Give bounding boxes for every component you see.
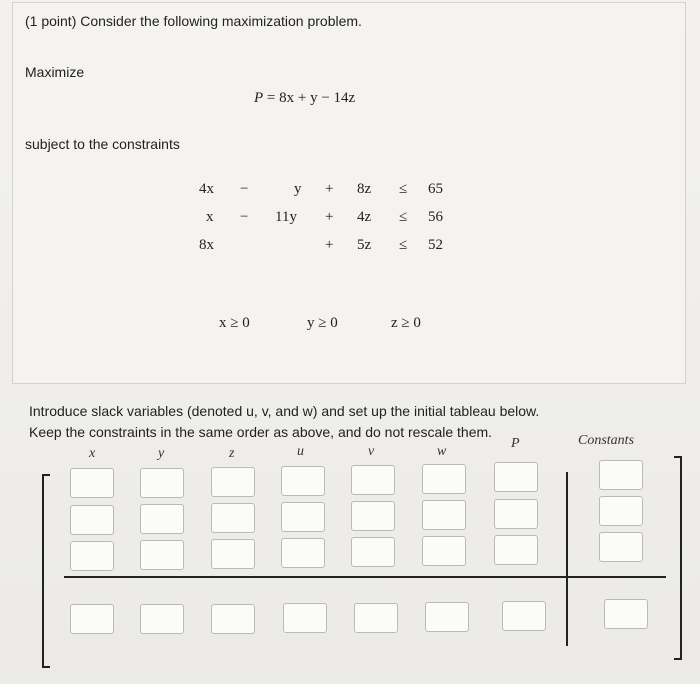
constraint-2-rhs: 56 bbox=[428, 209, 443, 225]
problem-panel bbox=[12, 2, 686, 384]
tableau-cell-r1-x[interactable] bbox=[70, 468, 114, 498]
column-header-y: y bbox=[158, 446, 165, 461]
column-header-u: u bbox=[297, 444, 304, 459]
column-header-v: v bbox=[368, 444, 375, 459]
constraint-2-op1: − bbox=[240, 209, 249, 225]
left-bracket-head bbox=[42, 474, 50, 476]
objective-row-divider bbox=[64, 576, 666, 578]
constraint-2-z-term: 4z bbox=[357, 209, 372, 225]
objective-rhs: 8x + y − 14z bbox=[279, 90, 356, 106]
tableau-cell-obj-y[interactable] bbox=[140, 604, 184, 634]
tableau-cell-r1-v[interactable] bbox=[351, 465, 395, 495]
tableau-cell-r1-y[interactable] bbox=[140, 468, 184, 498]
constraint-2-op2: + bbox=[325, 209, 334, 225]
tableau-cell-obj-constants[interactable] bbox=[604, 599, 648, 629]
tableau-cell-r2-u[interactable] bbox=[281, 502, 325, 532]
constraint-1-y-term: y bbox=[294, 181, 302, 197]
constraint-3-x-term: 8x bbox=[199, 237, 214, 253]
instruction-line-2: Keep the constraints in the same order as above, and do not rescale them. bbox=[29, 424, 493, 440]
tableau-cell-r3-y[interactable] bbox=[140, 540, 184, 570]
tableau-cell-r2-constants[interactable] bbox=[599, 496, 643, 526]
tableau-cell-obj-v[interactable] bbox=[354, 603, 398, 633]
tableau-cell-r3-v[interactable] bbox=[351, 537, 395, 567]
tableau-cell-r3-u[interactable] bbox=[281, 538, 325, 568]
tableau-cell-obj-w[interactable] bbox=[425, 602, 469, 632]
column-header-p: P bbox=[511, 436, 520, 451]
constraint-3-z-term: 5z bbox=[357, 237, 372, 253]
tableau-cell-r1-u[interactable] bbox=[281, 466, 325, 496]
instruction-line-1: Introduce slack variables (denoted u, v, and w) and set up the initial tableau below. bbox=[29, 403, 540, 419]
constraint-2-y-term: 11y bbox=[275, 209, 297, 225]
tableau-cell-r1-constants[interactable] bbox=[599, 460, 643, 490]
left-bracket-foot bbox=[42, 666, 50, 668]
tableau-cell-obj-z[interactable] bbox=[211, 604, 255, 634]
tableau-cell-r2-w[interactable] bbox=[422, 500, 466, 530]
constraint-3-op2: + bbox=[325, 237, 334, 253]
tableau-cell-r2-x[interactable] bbox=[70, 505, 114, 535]
maximize-label: Maximize bbox=[25, 64, 85, 80]
left-bracket bbox=[42, 474, 44, 668]
column-header-x: x bbox=[89, 446, 96, 461]
tableau-cell-r2-p[interactable] bbox=[494, 499, 538, 529]
tableau-cell-r2-z[interactable] bbox=[211, 503, 255, 533]
tableau-cell-obj-x[interactable] bbox=[70, 604, 114, 634]
tableau-cell-r1-w[interactable] bbox=[422, 464, 466, 494]
right-bracket bbox=[680, 456, 682, 660]
tableau-cell-r1-z[interactable] bbox=[211, 467, 255, 497]
column-header-z: z bbox=[229, 446, 235, 461]
column-header-w: w bbox=[437, 444, 447, 459]
tableau-cell-r3-x[interactable] bbox=[70, 541, 114, 571]
constraint-3-relation: ≤ bbox=[399, 237, 408, 253]
constraints-label: subject to the constraints bbox=[25, 136, 180, 152]
right-bracket-foot bbox=[674, 658, 682, 660]
tableau-cell-r1-p[interactable] bbox=[494, 462, 538, 492]
tableau-cell-r3-z[interactable] bbox=[211, 539, 255, 569]
constants-divider bbox=[566, 472, 568, 646]
tableau-cell-r2-y[interactable] bbox=[140, 504, 184, 534]
objective-function: P = 8x + y − 14z bbox=[254, 90, 356, 106]
constraint-1-rhs: 65 bbox=[428, 181, 443, 197]
problem-intro: (1 point) Consider the following maximization problem. bbox=[25, 13, 362, 29]
constraint-1-op2: + bbox=[325, 181, 334, 197]
tableau-cell-r3-constants[interactable] bbox=[599, 532, 643, 562]
tableau-cell-r2-v[interactable] bbox=[351, 501, 395, 531]
constraint-2-relation: ≤ bbox=[399, 209, 408, 225]
constraint-2-x-term: x bbox=[206, 209, 214, 225]
right-bracket-head bbox=[674, 456, 682, 458]
objective-lhs: P bbox=[254, 90, 264, 106]
constraint-1-relation: ≤ bbox=[399, 181, 408, 197]
column-header-constants: Constants bbox=[578, 433, 635, 448]
tableau-cell-r3-p[interactable] bbox=[494, 535, 538, 565]
tableau-cell-obj-p[interactable] bbox=[502, 601, 546, 631]
tableau-cell-obj-u[interactable] bbox=[283, 603, 327, 633]
nonneg-y: y ≥ 0 bbox=[307, 315, 338, 331]
tableau-cell-r3-w[interactable] bbox=[422, 536, 466, 566]
constraint-3-rhs: 52 bbox=[428, 237, 443, 253]
constraint-1-z-term: 8z bbox=[357, 181, 372, 197]
nonneg-z: z ≥ 0 bbox=[391, 315, 421, 331]
nonneg-x: x ≥ 0 bbox=[219, 315, 250, 331]
constraint-1-x-term: 4x bbox=[199, 181, 214, 197]
constraint-1-op1: − bbox=[240, 181, 249, 197]
